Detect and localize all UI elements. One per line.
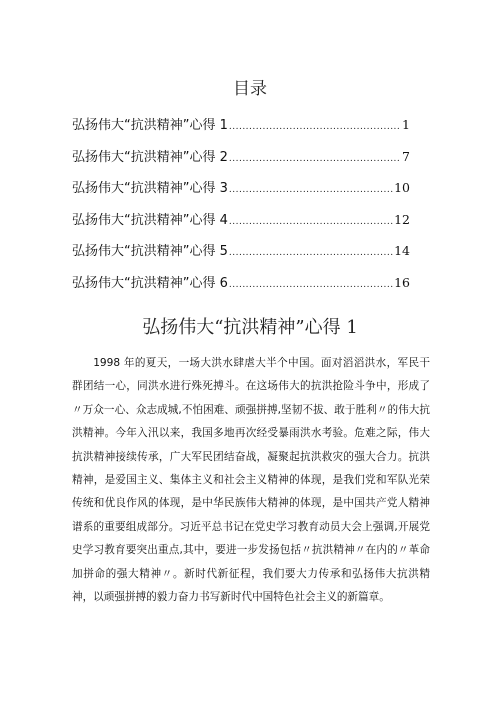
toc-entry-5[interactable] [72,240,410,272]
toc-leader-dots [229,248,393,258]
section-paragraph: 1998 年的夏天，一场大洪水肆虐大半个中国。面对滔滔洪水，军民干群团结一心，同洪水进行殊死搏斗。在这场伟大的抗洪抢险斗争中，形成了〃万众一心、众志成城,不怕困难、顽强拼搏,坚韧不拔、敢于胜利〃的伟大抗洪精神。今年入汛以来，我国多地再次经受暴雨洪水考验。危难之际，伟大抗洪精神接续传承，广大军民团结奋战，凝聚起抗洪救灾的强大合力。抗洪精神，是爱国主义、集体主义和社会主义精神的体现，是我们党和军队光荣传统和优良作风的体现，是中华民族伟大精神的体现，是中国共产党人精神谱系的重要组成部分。习近平总书记在党史学习教育动员大会上强调,开展党史学习教育要突出重点,其中，要进一步发扬包括〃抗洪精神〃在内的〃革命加拼命的强大精神〃。新时代新征程，我们要大力传承和弘扬伟大抗洪精神，以顽强拼搏的毅力奋力书写新时代中国特色社会主义的新篇章。 [72,357,430,604]
toc-entry-label: 弘扬伟大“抗洪精神”心得 6 [72,275,228,291]
toc-entry-page: 10 [394,180,410,196]
table-of-contents [72,114,410,304]
toc-entry-6[interactable] [72,272,410,304]
toc-entry-page: 16 [394,274,410,290]
toc-entry-2[interactable] [72,146,410,178]
section-title: 弘扬伟大“抗洪精神”心得 1 [142,317,358,338]
toc-entry-3[interactable] [72,177,410,209]
toc-entry-label: 弘扬伟大“抗洪精神”心得 2 [72,149,228,165]
toc-entry-page: 12 [394,211,410,227]
toc-entry-label: 弘扬伟大“抗洪精神”心得 3 [72,181,228,197]
toc-leader-dots [229,280,393,290]
toc-leader-dots [229,217,393,227]
toc-entry-page: 1 [402,117,410,132]
toc-entry-1[interactable] [72,114,410,146]
toc-entry-page: 7 [402,148,410,164]
toc-entry-page: 14 [394,243,410,259]
toc-entry-label: 弘扬伟大“抗洪精神”心得 4 [72,212,228,228]
toc-leader-dots [229,122,401,132]
toc-title: 目录 [233,79,267,99]
toc-entry-label: 弘扬伟大“抗洪精神”心得 5 [72,244,228,260]
toc-leader-dots [229,185,393,195]
toc-entry-4[interactable] [72,209,410,241]
toc-leader-dots [229,154,401,164]
toc-entry-label: 弘扬伟大“抗洪精神”心得 1 [72,118,228,133]
